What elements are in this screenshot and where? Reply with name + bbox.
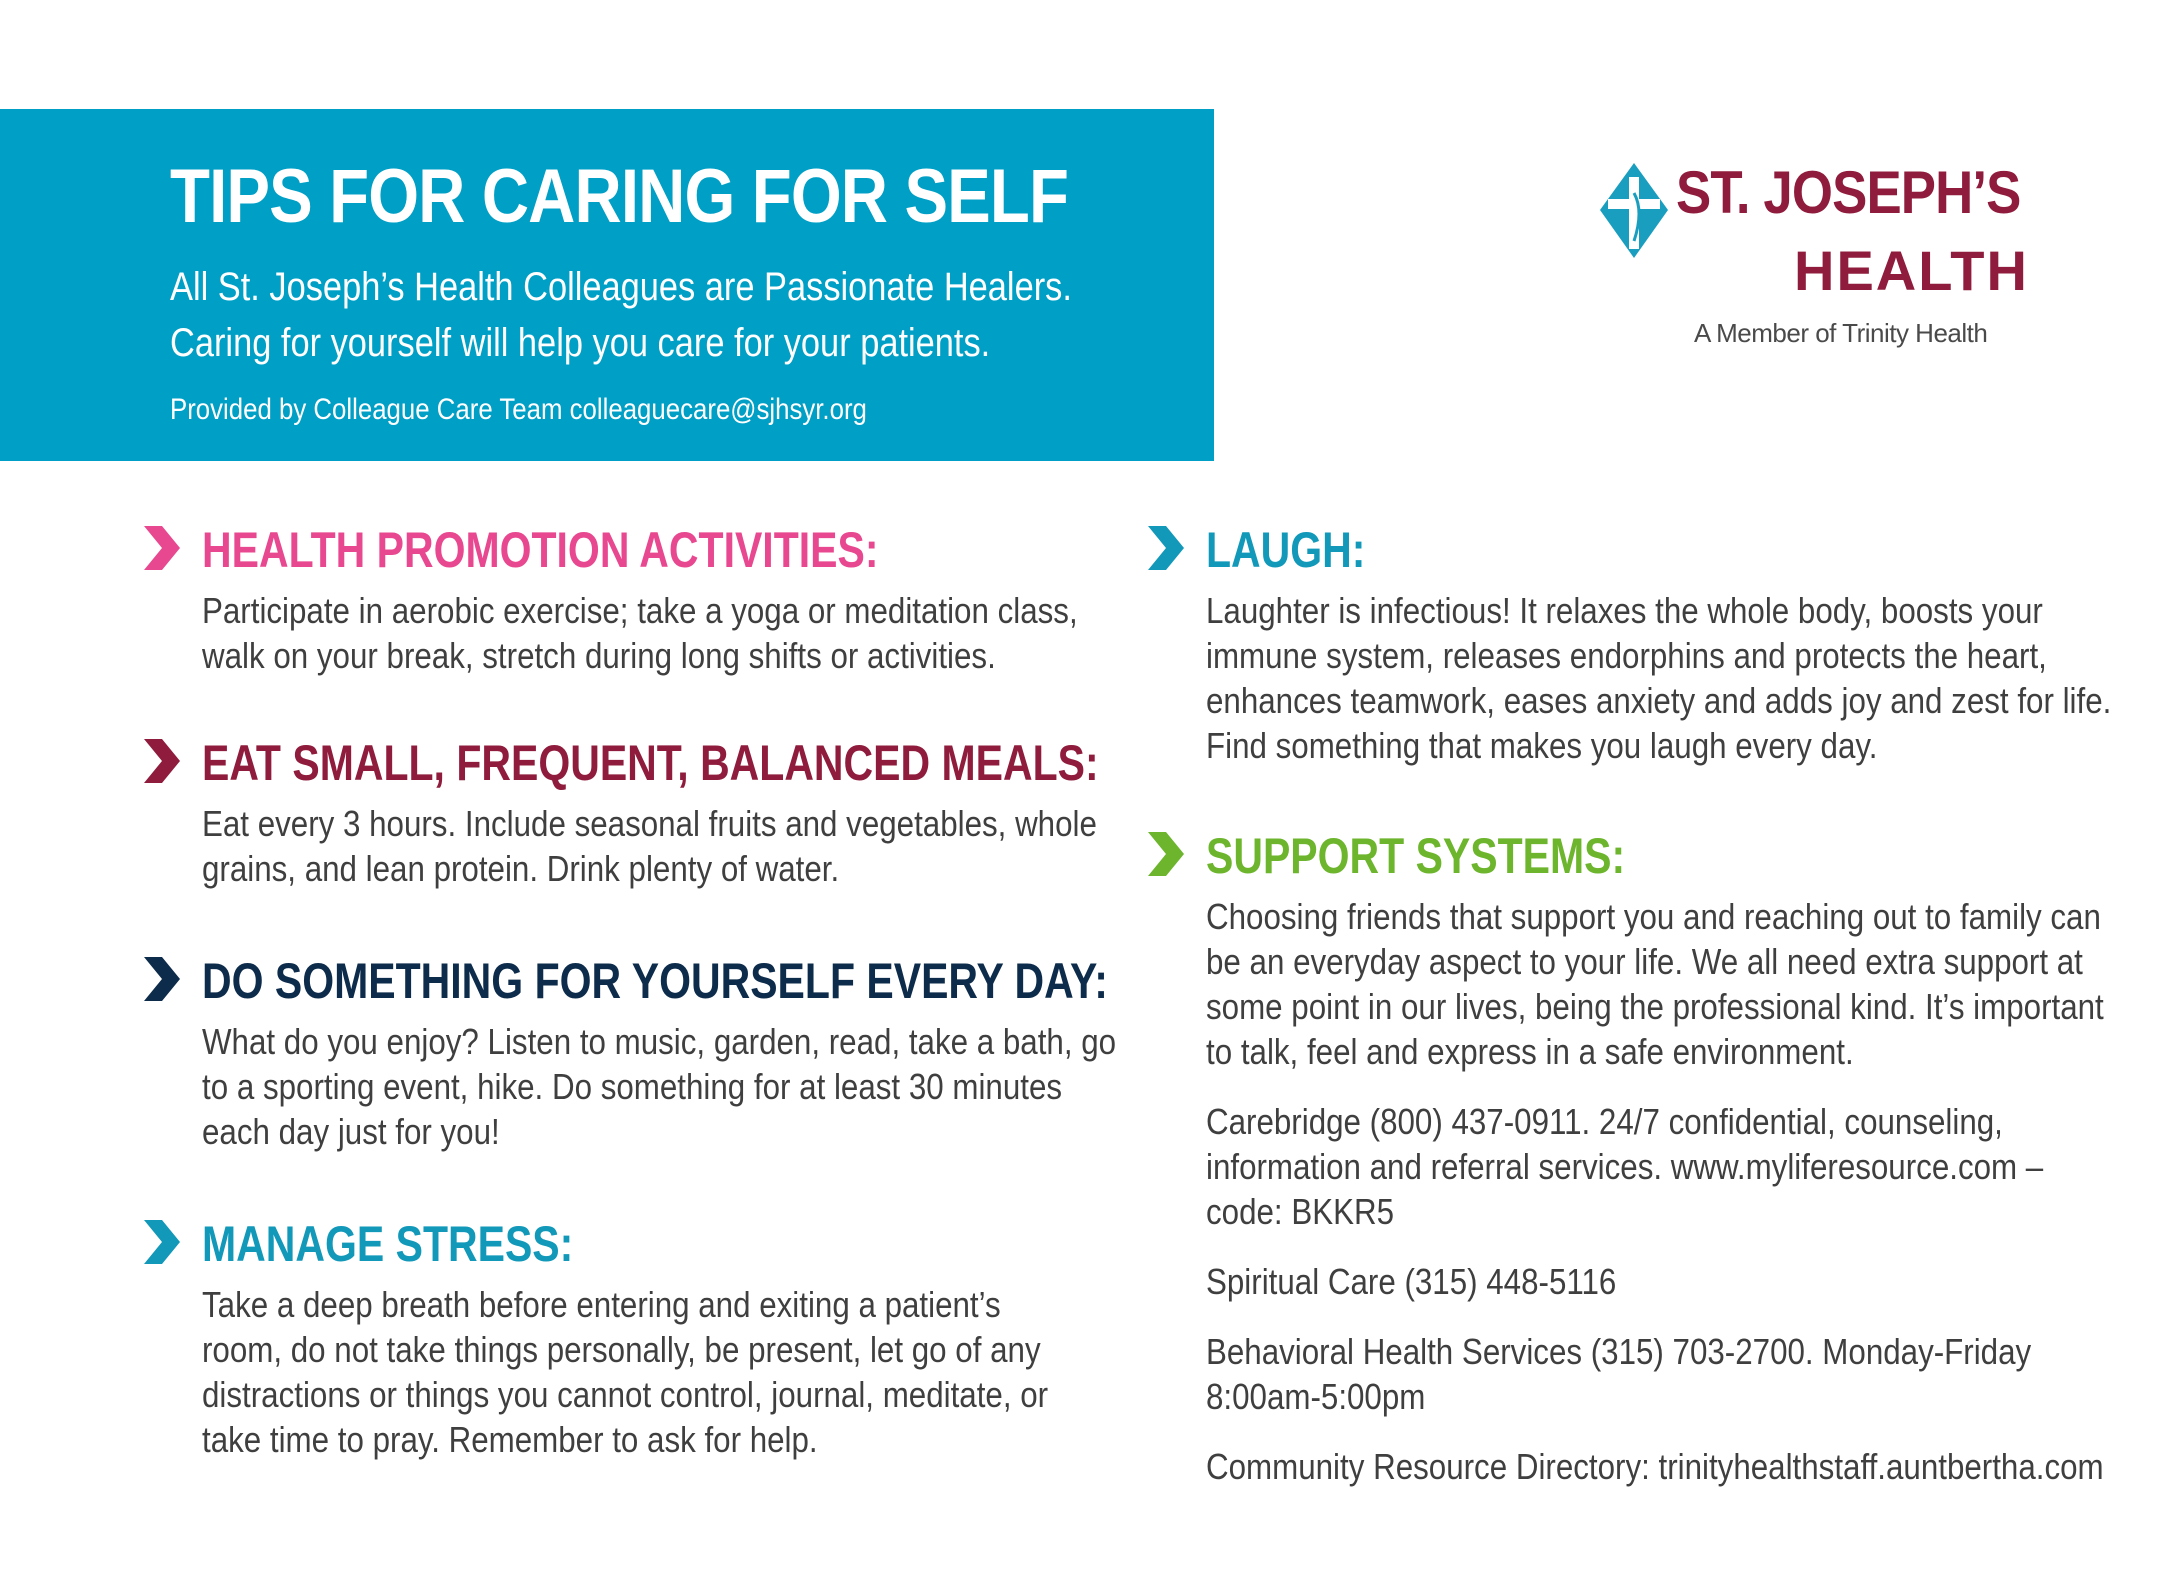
logo-name-line-2: HEALTH — [1794, 239, 2029, 302]
support-paragraph — [1206, 894, 2104, 1074]
section-body — [202, 1019, 1116, 1154]
body-line: Laughter is infectious! It relaxes the whole body, boosts your — [1206, 590, 2043, 631]
body-line: code: BKKR5 — [1206, 1191, 1395, 1232]
section-body — [1206, 588, 2111, 768]
carebridge-info — [1206, 1099, 2104, 1234]
logo-name-line-1: ST. JOSEPH’S — [1676, 159, 2021, 226]
section-heading: DO SOMETHING FOR YOURSELF EVERY DAY: — [202, 953, 1108, 1009]
section-body — [1206, 894, 2104, 1514]
body-line: enhances teamwork, eases anxiety and adds joy and zest for life. — [1206, 680, 2112, 721]
body-line: some point in our lives, being the professional kind. It’s important — [1206, 986, 2104, 1027]
body-line: 8:00am-5:00pm — [1206, 1376, 1426, 1417]
body-line: Participate in aerobic exercise; take a yoga or meditation class, — [202, 590, 1078, 631]
logo-tagline: A Member of Trinity Health — [1694, 318, 1988, 348]
body-line: immune system, releases endorphins and protects the heart, — [1206, 635, 2047, 676]
provided-by-text: Provided by Colleague Care Team colleaguecare@sjhsyr.org — [170, 393, 867, 426]
body-line: What do you enjoy? Listen to music, garden, read, take a bath, go — [202, 1021, 1117, 1062]
section-heading: HEALTH PROMOTION ACTIVITIES: — [202, 522, 879, 578]
st-josephs-logo — [1598, 159, 2058, 353]
page-title: TIPS FOR CARING FOR SELF — [170, 154, 1069, 239]
subtitle-line-1: All St. Joseph’s Health Colleagues are Passionate Healers. — [170, 265, 1072, 309]
body-line: walk on your break, stretch during long shifts or activities. — [202, 635, 996, 676]
chevron-right-icon — [1146, 524, 1186, 572]
chevron-right-icon — [142, 524, 182, 572]
body-line: Spiritual Care (315) 448-5116 — [1206, 1261, 1617, 1302]
section-heading: EAT SMALL, FREQUENT, BALANCED MEALS: — [202, 735, 1099, 791]
subtitle-line-2: Caring for yourself will help you care for your patients. — [170, 321, 991, 365]
section-body — [202, 588, 1078, 678]
cross-shield-icon — [1598, 163, 1670, 258]
body-line: Community Resource Directory: trinityhealthstaff.auntbertha.com — [1206, 1446, 2104, 1487]
section-body — [202, 801, 1097, 891]
body-line: Take a deep breath before entering and exiting a patient’s — [202, 1284, 1001, 1325]
body-line: each day just for you! — [202, 1111, 500, 1152]
body-line: Find something that makes you laugh every day. — [1206, 725, 1878, 766]
body-line: take time to pray. Remember to ask for help. — [202, 1419, 818, 1460]
chevron-right-icon — [142, 1218, 182, 1266]
body-line: Choosing friends that support you and reaching out to family can — [1206, 896, 2101, 937]
body-line: Eat every 3 hours. Include seasonal fruits and vegetables, whole — [202, 803, 1097, 844]
body-line: to talk, feel and express in a safe environment. — [1206, 1031, 1854, 1072]
chevron-right-icon — [142, 955, 182, 1003]
community-resource-info — [1206, 1444, 2104, 1489]
behavioral-health-info — [1206, 1329, 2104, 1419]
body-line: Carebridge (800) 437-0911. 24/7 confidential, counseling, — [1206, 1101, 2003, 1142]
header-banner — [0, 109, 1214, 461]
chevron-right-icon — [1146, 830, 1186, 878]
section-heading: LAUGH: — [1206, 522, 1366, 578]
banner-subtitle — [170, 259, 1072, 371]
body-line: distractions or things you cannot control, journal, meditate, or — [202, 1374, 1049, 1415]
body-line: Behavioral Health Services (315) 703-2700. Monday-Friday — [1206, 1331, 2032, 1372]
body-line: room, do not take things personally, be present, let go of any — [202, 1329, 1041, 1370]
chevron-right-icon — [142, 737, 182, 785]
body-line: to a sporting event, hike. Do something for at least 30 minutes — [202, 1066, 1063, 1107]
body-line: information and referral services. www.myliferesource.com – — [1206, 1146, 2044, 1187]
body-line: be an everyday aspect to your life. We all need extra support at — [1206, 941, 2083, 982]
spiritual-care-info — [1206, 1259, 2104, 1304]
section-heading: SUPPORT SYSTEMS: — [1206, 828, 1626, 884]
body-line: grains, and lean protein. Drink plenty of water. — [202, 848, 840, 889]
section-heading: MANAGE STRESS: — [202, 1216, 574, 1272]
section-body — [202, 1282, 1048, 1462]
